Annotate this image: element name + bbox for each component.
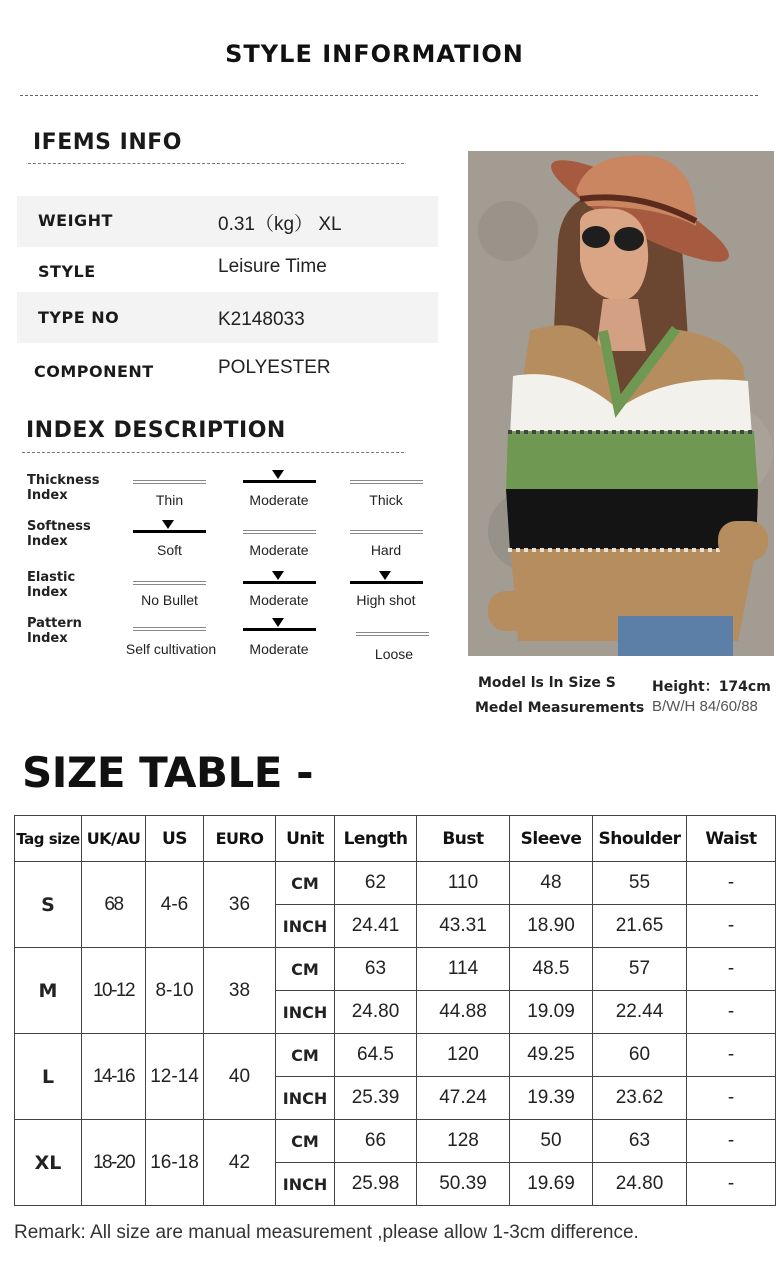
length-inch: 24.80 [335,991,417,1034]
euro-value: 40 [204,1034,276,1120]
table-row [15,862,776,905]
sleeve-inch: 19.69 [510,1163,593,1206]
index-description-heading: INDEX DESCRIPTION [26,418,286,443]
waist-inch: - [687,905,776,948]
waist-cm: - [687,948,776,991]
thickness-scale-thick [350,480,423,484]
info-row-type-no [17,292,438,343]
table-row [15,1034,776,1077]
pattern-selected-marker-icon [272,618,284,627]
length-cm: 63 [335,948,417,991]
softness-scale-moderate [243,530,316,534]
waist-cm: - [687,1120,776,1163]
softness-index-label: Softness Index [27,519,91,549]
bust-inch: 44.88 [417,991,510,1034]
pattern-option-loose: Loose [374,646,414,662]
thickness-index-label: Thickness Index [27,473,100,503]
waist-cm: - [687,1034,776,1077]
thickness-option-moderate: Moderate [249,492,309,508]
uk-au-value: 14-16 [82,1034,146,1120]
header-sleeve: Sleeve [510,816,593,862]
softness-scale-soft [133,530,206,533]
uk-au-value: 10-12 [82,948,146,1034]
header-shoulder: Shoulder [593,816,687,862]
table-row [15,948,776,991]
length-cm: 62 [335,862,417,905]
length-cm: 64.5 [335,1034,417,1077]
waist-cm: - [687,862,776,905]
header-euro: EURO [204,816,276,862]
header-bust: Bust [417,816,510,862]
thickness-selected-marker-icon [272,470,284,479]
pattern-index-label: Pattern Index [27,616,82,646]
model-measurements-value: B/W/H 84/60/88 [652,698,758,715]
euro-value: 38 [204,948,276,1034]
unit-cm: CM [276,862,335,905]
size-table [14,815,776,1206]
us-value: 16-18 [146,1120,204,1206]
index-description-divider [22,452,404,453]
length-cm: 66 [335,1120,417,1163]
model-measurements-label: Medel Measurements [475,700,645,716]
sleeve-inch: 18.90 [510,905,593,948]
thickness-option-thin: Thin [155,492,184,508]
shoulder-cm: 57 [593,948,687,991]
shoulder-cm: 63 [593,1120,687,1163]
bust-inch: 47.24 [417,1077,510,1120]
size-l: L [15,1034,82,1120]
table-row [15,1120,776,1163]
size-s: S [15,862,82,948]
info-value: Leisure Time [218,256,327,277]
header-tag-size: Tag size [15,816,82,862]
waist-inch: - [687,1163,776,1206]
thickness-scale-moderate [243,480,316,483]
header-uk-au: UK/AU [82,816,146,862]
waist-inch: - [687,1077,776,1120]
thickness-scale-thin [133,480,206,484]
elastic-option-high-shot: High shot [356,592,416,608]
shoulder-inch: 21.65 [593,905,687,948]
info-value: 0.31（kg） XL [218,214,342,235]
sleeve-cm: 48.5 [510,948,593,991]
bust-inch: 50.39 [417,1163,510,1206]
bust-cm: 110 [417,862,510,905]
header-waist: Waist [687,816,776,862]
pattern-scale-loose [356,632,429,636]
info-row-style [17,247,438,298]
shoulder-inch: 22.44 [593,991,687,1034]
uk-au-value: 68 [82,862,146,948]
unit-inch: INCH [276,905,335,948]
unit-inch: INCH [276,1163,335,1206]
header-unit: Unit [276,816,335,862]
model-height-label: Height：174cm [652,679,771,695]
elastic-scale-high-shot [350,581,423,584]
uk-au-value: 18-20 [82,1120,146,1206]
euro-value: 36 [204,862,276,948]
waist-inch: - [687,991,776,1034]
items-info-divider [28,163,404,164]
info-value: K2148033 [218,309,305,330]
unit-inch: INCH [276,991,335,1034]
unit-cm: CM [276,948,335,991]
size-table-header-row [15,816,776,862]
items-info-heading: IFEMS INFO [33,130,182,155]
unit-cm: CM [276,1034,335,1077]
info-value: POLYESTER [218,357,331,378]
page-title: STYLE INFORMATION [225,40,524,68]
header-length: Length [335,816,417,862]
unit-cm: CM [276,1120,335,1163]
bust-inch: 43.31 [417,905,510,948]
sleeve-cm: 48 [510,862,593,905]
elastic-option-moderate: Moderate [249,592,309,608]
product-model-photo [468,151,774,656]
thickness-option-thick: Thick [369,492,403,508]
elastic-index-label: Elastic Index [27,570,76,600]
softness-option-moderate: Moderate [249,542,309,558]
title-divider [20,95,758,96]
pattern-scale-moderate [243,628,316,631]
pattern-option-moderate: Moderate [249,641,309,657]
size-table-title: SIZE TABLE - [22,748,314,797]
info-key: WEIGHT [38,211,113,230]
sleeve-inch: 19.09 [510,991,593,1034]
softness-option-soft: Soft [157,542,182,558]
length-inch: 25.39 [335,1077,417,1120]
pattern-scale-self-cultivation [133,627,206,631]
bust-cm: 128 [417,1120,510,1163]
shoulder-inch: 23.62 [593,1077,687,1120]
sleeve-cm: 50 [510,1120,593,1163]
size-remark: Remark: All size are manual measurement ,please allow 1-3cm difference. [14,1222,639,1243]
length-inch: 25.98 [335,1163,417,1206]
shoulder-inch: 24.80 [593,1163,687,1206]
softness-option-hard: Hard [370,542,402,558]
info-key: TYPE NO [38,308,120,327]
elastic-scale-no-bullet [133,581,206,585]
length-inch: 24.41 [335,905,417,948]
info-row-component [17,344,438,395]
sleeve-inch: 19.39 [510,1077,593,1120]
info-key: COMPONENT [34,362,154,381]
size-m: M [15,948,82,1034]
pattern-option-self-cultivation: Self cultivation [125,641,217,657]
euro-value: 42 [204,1120,276,1206]
bust-cm: 120 [417,1034,510,1077]
shoulder-cm: 55 [593,862,687,905]
us-value: 12-14 [146,1034,204,1120]
size-xl: XL [15,1120,82,1206]
us-value: 4-6 [146,862,204,948]
header-us: US [146,816,204,862]
elastic-option-no-bullet: No Bullet [141,592,198,608]
info-key: STYLE [38,262,96,281]
model-size-label: Model ls ln Size S [478,675,616,691]
elastic-selected-marker-icon [379,571,391,580]
bust-cm: 114 [417,948,510,991]
elastic-selected-marker-icon [272,571,284,580]
unit-inch: INCH [276,1077,335,1120]
softness-selected-marker-icon [162,520,174,529]
elastic-scale-moderate [243,581,316,584]
us-value: 8-10 [146,948,204,1034]
shoulder-cm: 60 [593,1034,687,1077]
softness-scale-hard [350,530,423,534]
info-row-weight [17,196,438,247]
sleeve-cm: 49.25 [510,1034,593,1077]
